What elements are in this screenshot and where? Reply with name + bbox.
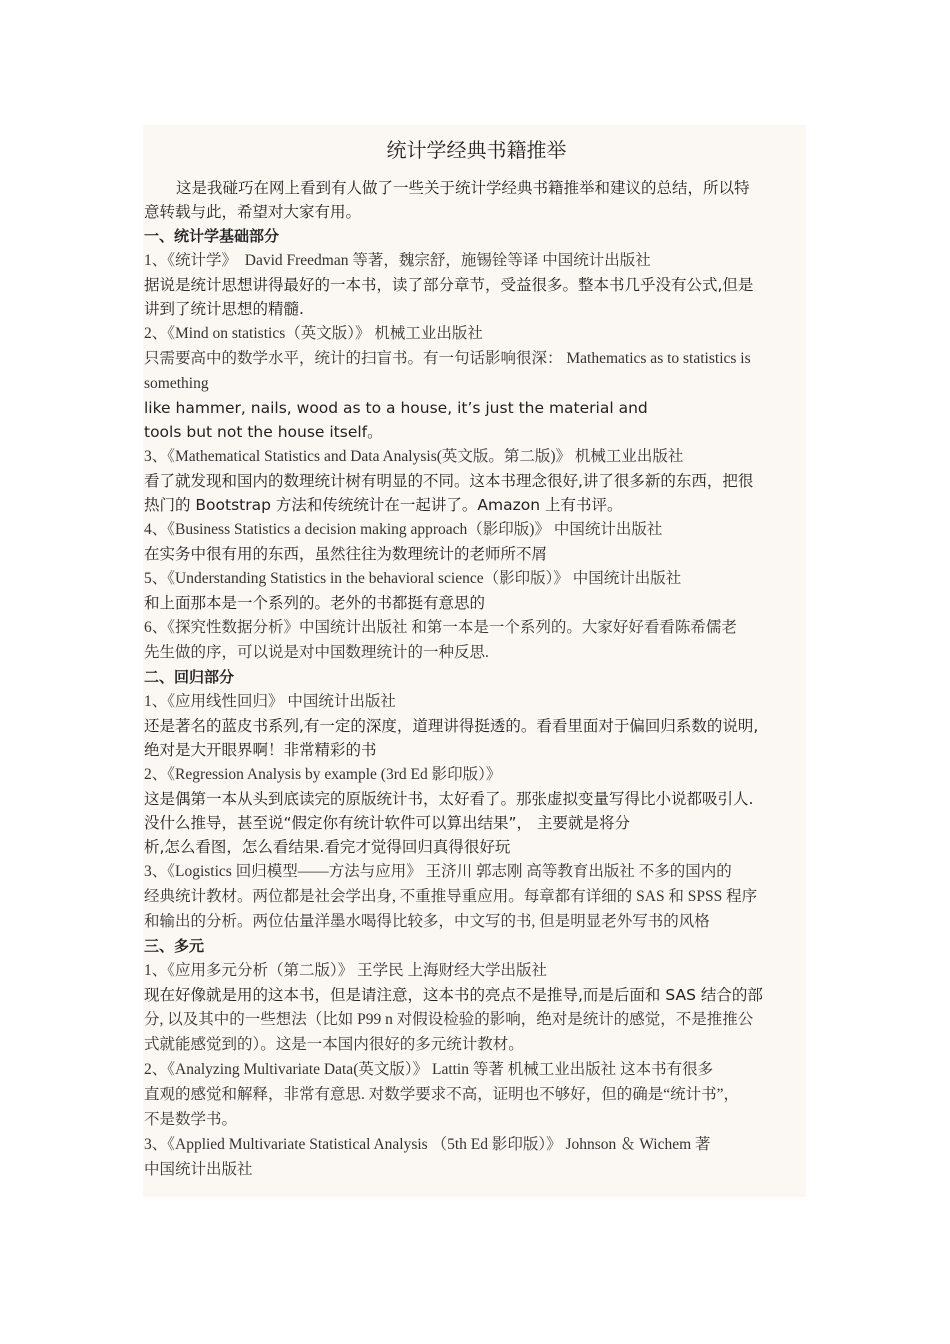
text-line: 据说是统计思想讲得最好的一本书，读了部分章节，受益很多。整本书几乎没有公式,但是: [144, 276, 754, 294]
text-line: 5、《Understanding Statistics in the behavioral science（影印版）》 中国统计出版社: [144, 570, 682, 587]
text-line: 1、《统计学》 David Freedman 等著，魏宗舒，施锡铨等译 中国统计出版社: [144, 252, 651, 269]
text-line: 2、《Analyzing Multivariate Data(英文版）》 Lattin 等著 机械工业出版社 这本书有很多: [144, 1061, 714, 1078]
text-line: 3、《Logistics 回归模型——方法与应用》 王济川 郭志刚 高等教育出版社 不多的国内的: [144, 863, 732, 880]
text-line: 不是数学书。: [144, 1111, 238, 1128]
text-line: 看了就发现和国内的数理统计树有明显的不同。这本书理念很好,讲了很多新的东西，把很: [144, 472, 754, 490]
text-line: 没什么推导，甚至说“假定你有统计软件可以算出结果”， 主要就是将分: [144, 814, 630, 832]
text-line: 3、《Mathematical Statistics and Data Analysis(英文版。第二版)》 机械工业出版社: [144, 448, 684, 465]
text-line: 式就能感觉到的）。这是一本国内很好的多元统计教材。: [144, 1036, 524, 1053]
text-line: something: [144, 375, 209, 392]
text-line: 这是我碰巧在网上看到有人做了一些关于统计学经典书籍推举和建议的总结，所以特: [176, 179, 750, 197]
text-line: 只需要高中的数学水平，统计的扫盲书。有一句话影响很深： Mathematics as to statistics is: [144, 350, 751, 367]
text-line: 先生做的序，可以说是对中国数理统计的一种反思.: [144, 644, 489, 661]
text-line: 1、《应用多元分析（第二版）》 王学民 上海财经大学出版社: [144, 962, 548, 979]
text-line: 和上面那本是一个系列的。老外的书都挺有意思的: [144, 594, 486, 612]
text-line: 经典统计教材。两位都是社会学出身, 不重推导重应用。每章都有详细的 SAS 和 SPSS 程序: [144, 888, 758, 905]
document-body: [144, 130, 809, 1182]
text-line: 3、《Applied Multivariate Statistical Analysis （5th Ed 影印版）》 Johnson ＆ Wichem 著: [144, 1136, 711, 1153]
text-line: tools but not the house itself。: [144, 423, 383, 441]
text-line: 绝对是大开眼界啊！非常精彩的书: [144, 741, 377, 759]
text-line: 2、《Mind on statistics（英文版）》 机械工业出版社: [144, 325, 483, 342]
text-line: 直观的感觉和解释，非常有意思. 对数学要求不高，证明也不够好，但的确是“统计书”，: [144, 1086, 740, 1103]
text-line: 6、《探究性数据分析》中国统计出版社 和第一本是一个系列的。大家好好看看陈希儒老: [144, 619, 737, 636]
text-line: 热门的 Bootstrap 方法和传统统计在一起讲了。Amazon 上有书评。: [144, 496, 623, 514]
section-heading: 三、多元: [144, 937, 205, 955]
text-line: 1、《应用线性回归》 中国统计出版社: [144, 693, 396, 710]
text-line: 2、《Regression Analysis by example (3rd Ed 影印版）》: [144, 766, 502, 783]
text-line: like hammer, nails, wood as to a house, it’s just the material and: [144, 399, 648, 417]
text-line: 在实务中很有用的东西，虽然往往为数理统计的老师所不屑: [144, 545, 548, 563]
document-title: 统计学经典书籍推举: [386, 138, 567, 162]
text-line: 4、《Business Statistics a decision making approach（影印版)》 中国统计出版社: [144, 521, 663, 538]
text-line: 分, 以及其中的一些想法（比如 P99 n 对假设检验的影响，绝对是统计的感觉，不是推推公: [144, 1011, 754, 1028]
text-line: 还是著名的蓝皮书系列,有一定的深度，道理讲得挺透的。看看里面对于偏回归系数的说明,: [144, 717, 759, 735]
text-line: 中国统计出版社: [144, 1161, 253, 1178]
text-line: 和输出的分析。两位估量洋墨水喝得比较多，中文写的书, 但是明显老外写书的风格: [144, 913, 710, 930]
section-heading: 二、回归部分: [144, 668, 235, 686]
section-heading: 一、统计学基础部分: [144, 227, 280, 245]
text-line: 现在好像就是用的这本书，但是请注意，这本书的亮点不是推导,而是后面和 SAS 结合的部: [144, 986, 763, 1004]
text-line: 讲到了统计思想的精髓.: [144, 300, 304, 318]
text-line: 析,怎么看图，怎么看结果.看完才觉得回归真得很好玩: [144, 838, 511, 856]
text-line: 这是偶第一本从头到底读完的原版统计书，太好看了。那张虚拟变量写得比小说都吸引人.: [144, 790, 754, 808]
text-line: 意转载与此，希望对大家有用。: [144, 203, 362, 221]
document-lines: [144, 176, 809, 1182]
